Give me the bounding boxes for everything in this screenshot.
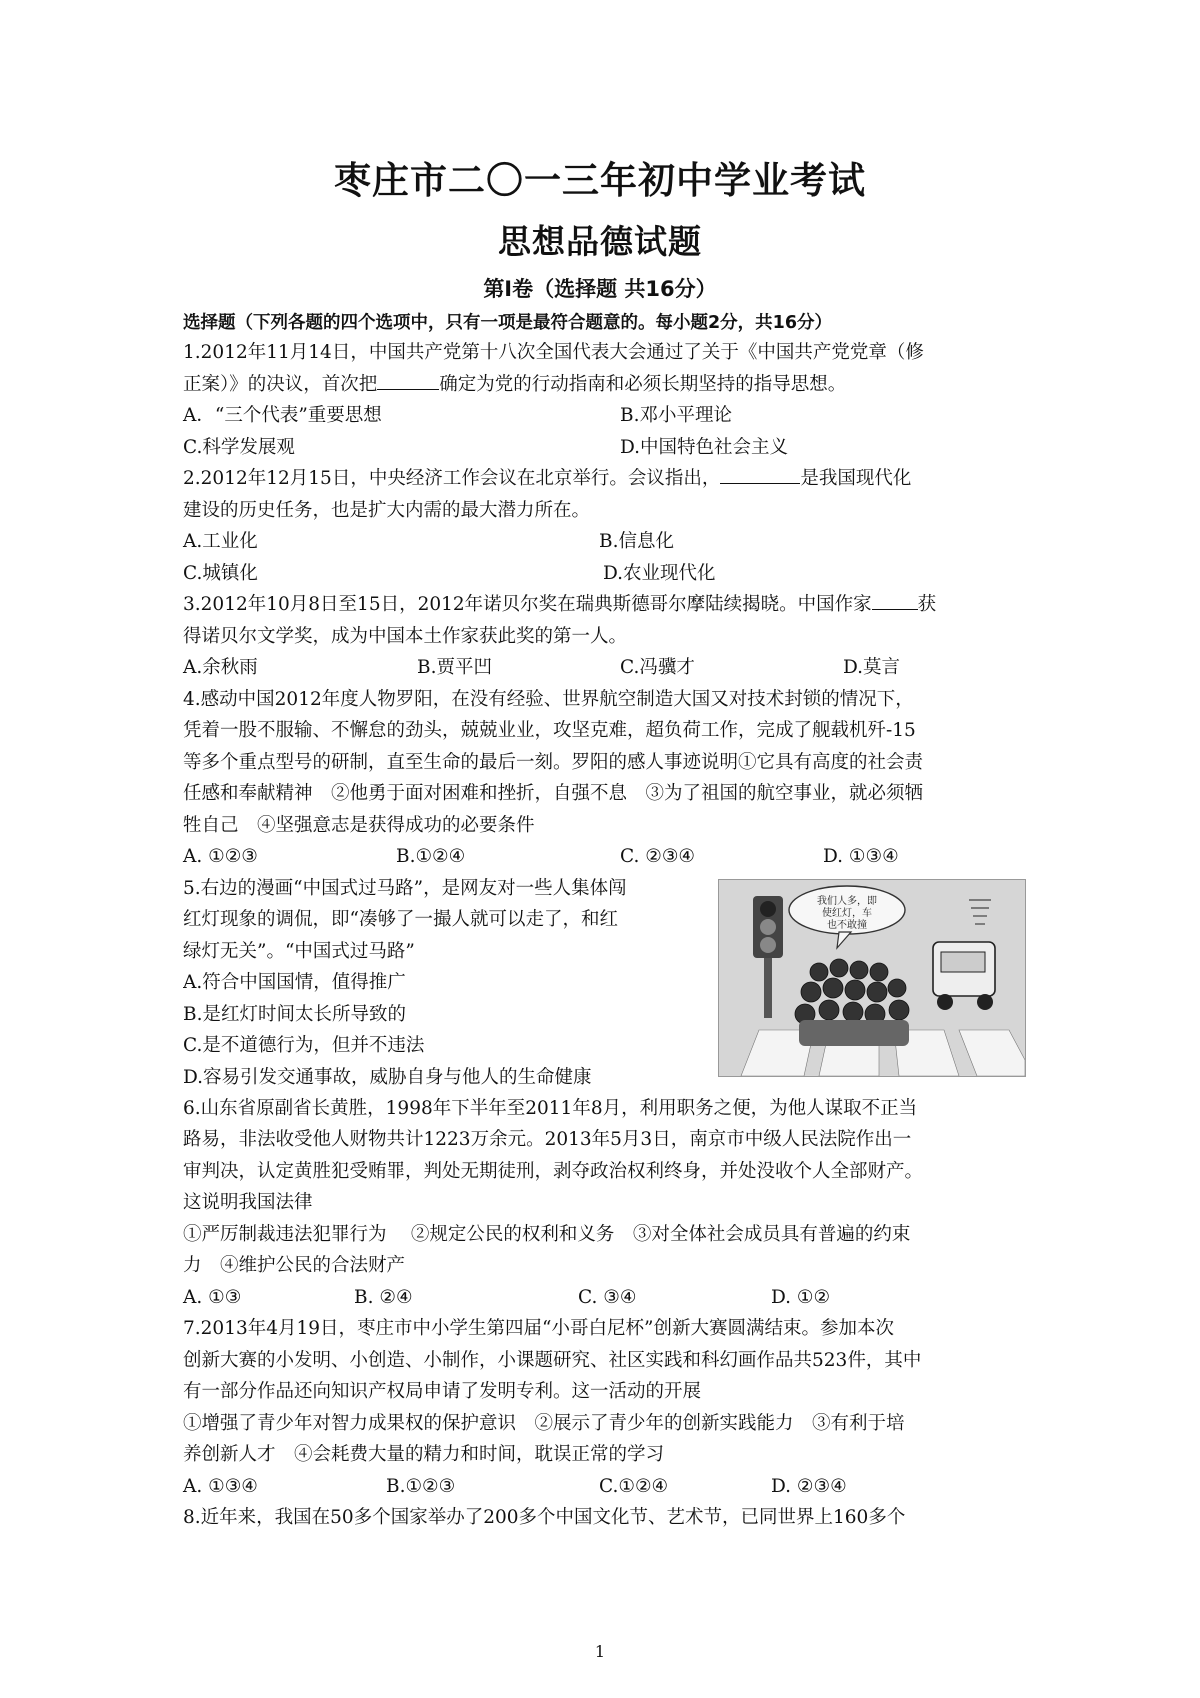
q1-option-b: B.邓小平理论 <box>620 405 732 426</box>
q1-line-2a: 正案）》的决议，首次把 <box>183 373 378 395</box>
q5-option-a: A.符合中国国情，值得推广 <box>183 972 406 993</box>
instructions: 选择题（下列各题的四个选项中，只有一项是最符合题意的。每小题2分，共16分） <box>183 313 833 333</box>
q2-line-1b: 是我国现代化 <box>800 468 912 489</box>
q5-option-c: C.是不道德行为，但并不违法 <box>183 1035 425 1056</box>
q5-block <box>183 873 1025 1093</box>
q6-option-c: C. ③④ <box>578 1286 637 1308</box>
q3-option-d: D.莫言 <box>843 657 901 678</box>
q4-line-4: 任感和奉献精神 ②他勇于面对困难和挫折，自强不息 ③为了祖国的航空事业，就必须牺 <box>183 783 924 804</box>
q1-line-2 <box>183 369 1025 401</box>
q6-option-b: B. ②④ <box>354 1286 413 1308</box>
q3-line-2: 得诺贝尔文学奖，成为中国本土作家获此奖的第一人。 <box>183 625 628 647</box>
svg-text:我们人多，即: 我们人多，即 <box>817 895 877 907</box>
q1-option-a: A．“三个代表”重要思想 <box>183 405 382 426</box>
q6-line-1: 6.山东省原副省长黄胜，1998年下半年至2011年8月，利用职务之便，为他人谋取不正当 <box>183 1097 918 1119</box>
q4-line-3: 等多个重点型号的研制，直至生命的最后一刻。罗阳的感人事迹说明①它具有高度的社会责 <box>183 751 924 773</box>
q2-line-1a: 2.2012年12月15日，中央经济工作会议在北京举行。会议指出， <box>183 468 721 489</box>
svg-text:使红灯，车: 使红灯，车 <box>822 907 872 919</box>
section-heading: 第Ⅰ卷（选择题 共16分） <box>483 277 717 301</box>
q5-line-2: 红灯现象的调侃，即“凑够了一撮人就可以走了，和红 <box>183 909 618 930</box>
q3-line-1b: 获 <box>917 594 937 615</box>
q3-options <box>183 652 1025 684</box>
q3-line-1 <box>183 589 1025 621</box>
q1-option-c: C.科学发展观 <box>183 436 295 458</box>
svg-text:也不敢撞: 也不敢撞 <box>827 919 867 931</box>
q4-option-d: D. ①③④ <box>823 846 899 867</box>
q4-option-a: A. ①②③ <box>183 846 258 867</box>
q6-option-a: A. ①③ <box>183 1286 242 1308</box>
questions <box>183 337 1025 1534</box>
q3-line-1a: 3.2012年10月8日至15日，2012年诺贝尔奖在瑞典斯德哥尔摩陆续揭晓。中国作家 <box>183 594 872 615</box>
q1-options-row-2 <box>183 432 1025 464</box>
cartoon-illustration <box>719 880 1025 1076</box>
q1-line-2b: 确定为党的行动指南和必须长期坚持的指导思想。 <box>439 373 847 395</box>
q5-line-3: 绿灯无关”。“中国式过马路” <box>183 940 415 962</box>
q7-options <box>183 1471 1025 1503</box>
q5-text <box>183 873 703 1094</box>
q2-option-a: A.工业化 <box>183 531 258 552</box>
q6-options <box>183 1282 1025 1314</box>
q6-line-6: 力 ④维护公民的合法财产 <box>183 1255 406 1276</box>
q4-options <box>183 841 1025 873</box>
q2-option-c: C.城镇化 <box>183 562 258 584</box>
q7-line-1: 7.2013年4月19日，枣庄市中小学生第四届“小哥白尼杯”创新大赛圆满结束。参加本次 <box>183 1318 894 1339</box>
answer-blank <box>377 369 439 390</box>
q6-line-5: ①严厉制裁违法犯罪行为 ②规定公民的权利和义务 ③对全体社会成员具有普遍的约束 <box>183 1223 911 1245</box>
q7-option-a: A. ①③④ <box>183 1475 258 1497</box>
q4-option-c: C. ②③④ <box>620 846 696 867</box>
q1-option-d: D.中国特色社会主义 <box>620 436 789 458</box>
q7-line-3: 有一部分作品还向知识产权局申请了发明专利。这一活动的开展 <box>183 1381 702 1402</box>
crossing-cartoon-image <box>718 879 1026 1077</box>
q7-line-5: 养创新人才 ④会耗费大量的精力和时间，耽误正常的学习 <box>183 1444 665 1465</box>
q3-option-c: C.冯骥才 <box>620 657 695 678</box>
q2-option-b: B.信息化 <box>599 531 674 552</box>
q2-option-d: D.农业现代化 <box>603 562 716 584</box>
q6-line-2: 路易，非法收受他人财物共计1223万余元。2013年5月3日，南京市中级人民法院作出一 <box>183 1129 912 1150</box>
q5-option-b: B.是红灯时间太长所导致的 <box>183 1003 406 1025</box>
q3-option-a: A.余秋雨 <box>183 657 258 678</box>
q6-line-3: 审判决，认定黄胜犯受贿罪，判处无期徒刑，剥夺政治权利终身，并处没收个人全部财产。 <box>183 1160 924 1182</box>
q6-line-4: 这说明我国法律 <box>183 1192 313 1213</box>
q2-line-1 <box>183 463 1025 495</box>
q7-line-2: 创新大赛的小发明、小创造、小制作，小课题研究、社区实践和科幻画作品共523件，其中 <box>183 1349 922 1371</box>
q1-line-1: 1.2012年11月14日，中国共产党第十八次全国代表大会通过了关于《中国共产党党章（修 <box>183 342 924 363</box>
q4-option-b: B.①②④ <box>396 846 466 867</box>
q5-option-d: D.容易引发交通事故，威胁自身与他人的生命健康 <box>183 1066 592 1088</box>
exam-subtitle: 思想品德试题 <box>498 222 702 261</box>
q2-line-2: 建设的历史任务，也是扩大内需的最大潜力所在。 <box>183 499 591 521</box>
q5-line-1: 5.右边的漫画“中国式过马路”，是网友对一些人集体闯 <box>183 877 627 899</box>
q7-option-b: B.①②③ <box>386 1475 456 1497</box>
q7-option-d: D. ②③④ <box>771 1475 847 1497</box>
q4-line-5: 牲自己 ④坚强意志是获得成功的必要条件 <box>183 814 535 836</box>
q1-options-row-1 <box>183 400 1025 432</box>
q7-option-c: C.①②④ <box>599 1475 669 1497</box>
answer-blank <box>720 463 800 484</box>
page-number: 1 <box>594 1642 606 1661</box>
q6-option-d: D. ①② <box>771 1286 831 1308</box>
exam-title: 枣庄市二〇一三年初中学业考试 <box>334 159 866 202</box>
q4-line-1: 4.感动中国2012年度人物罗阳，在没有经验、世界航空制造大国又对技术封锁的情况下， <box>183 688 914 710</box>
q2-options-row-2 <box>183 558 1025 590</box>
q4-line-2: 凭着一股不服输、不懈怠的劲头，兢兢业业，攻坚克难，超负荷工作，完成了舰载机歼-15 <box>183 720 916 741</box>
q8-line-1: 8.近年来，我国在50多个国家举办了200多个中国文化节、艺术节，已同世界上160多个 <box>183 1507 906 1528</box>
q2-options-row-1 <box>183 526 1025 558</box>
q3-option-b: B.贾平凹 <box>417 657 492 678</box>
q7-line-4: ①增强了青少年对智力成果权的保护意识 ②展示了青少年的创新实践能力 ③有利于培 <box>183 1412 905 1434</box>
answer-blank <box>872 589 918 610</box>
